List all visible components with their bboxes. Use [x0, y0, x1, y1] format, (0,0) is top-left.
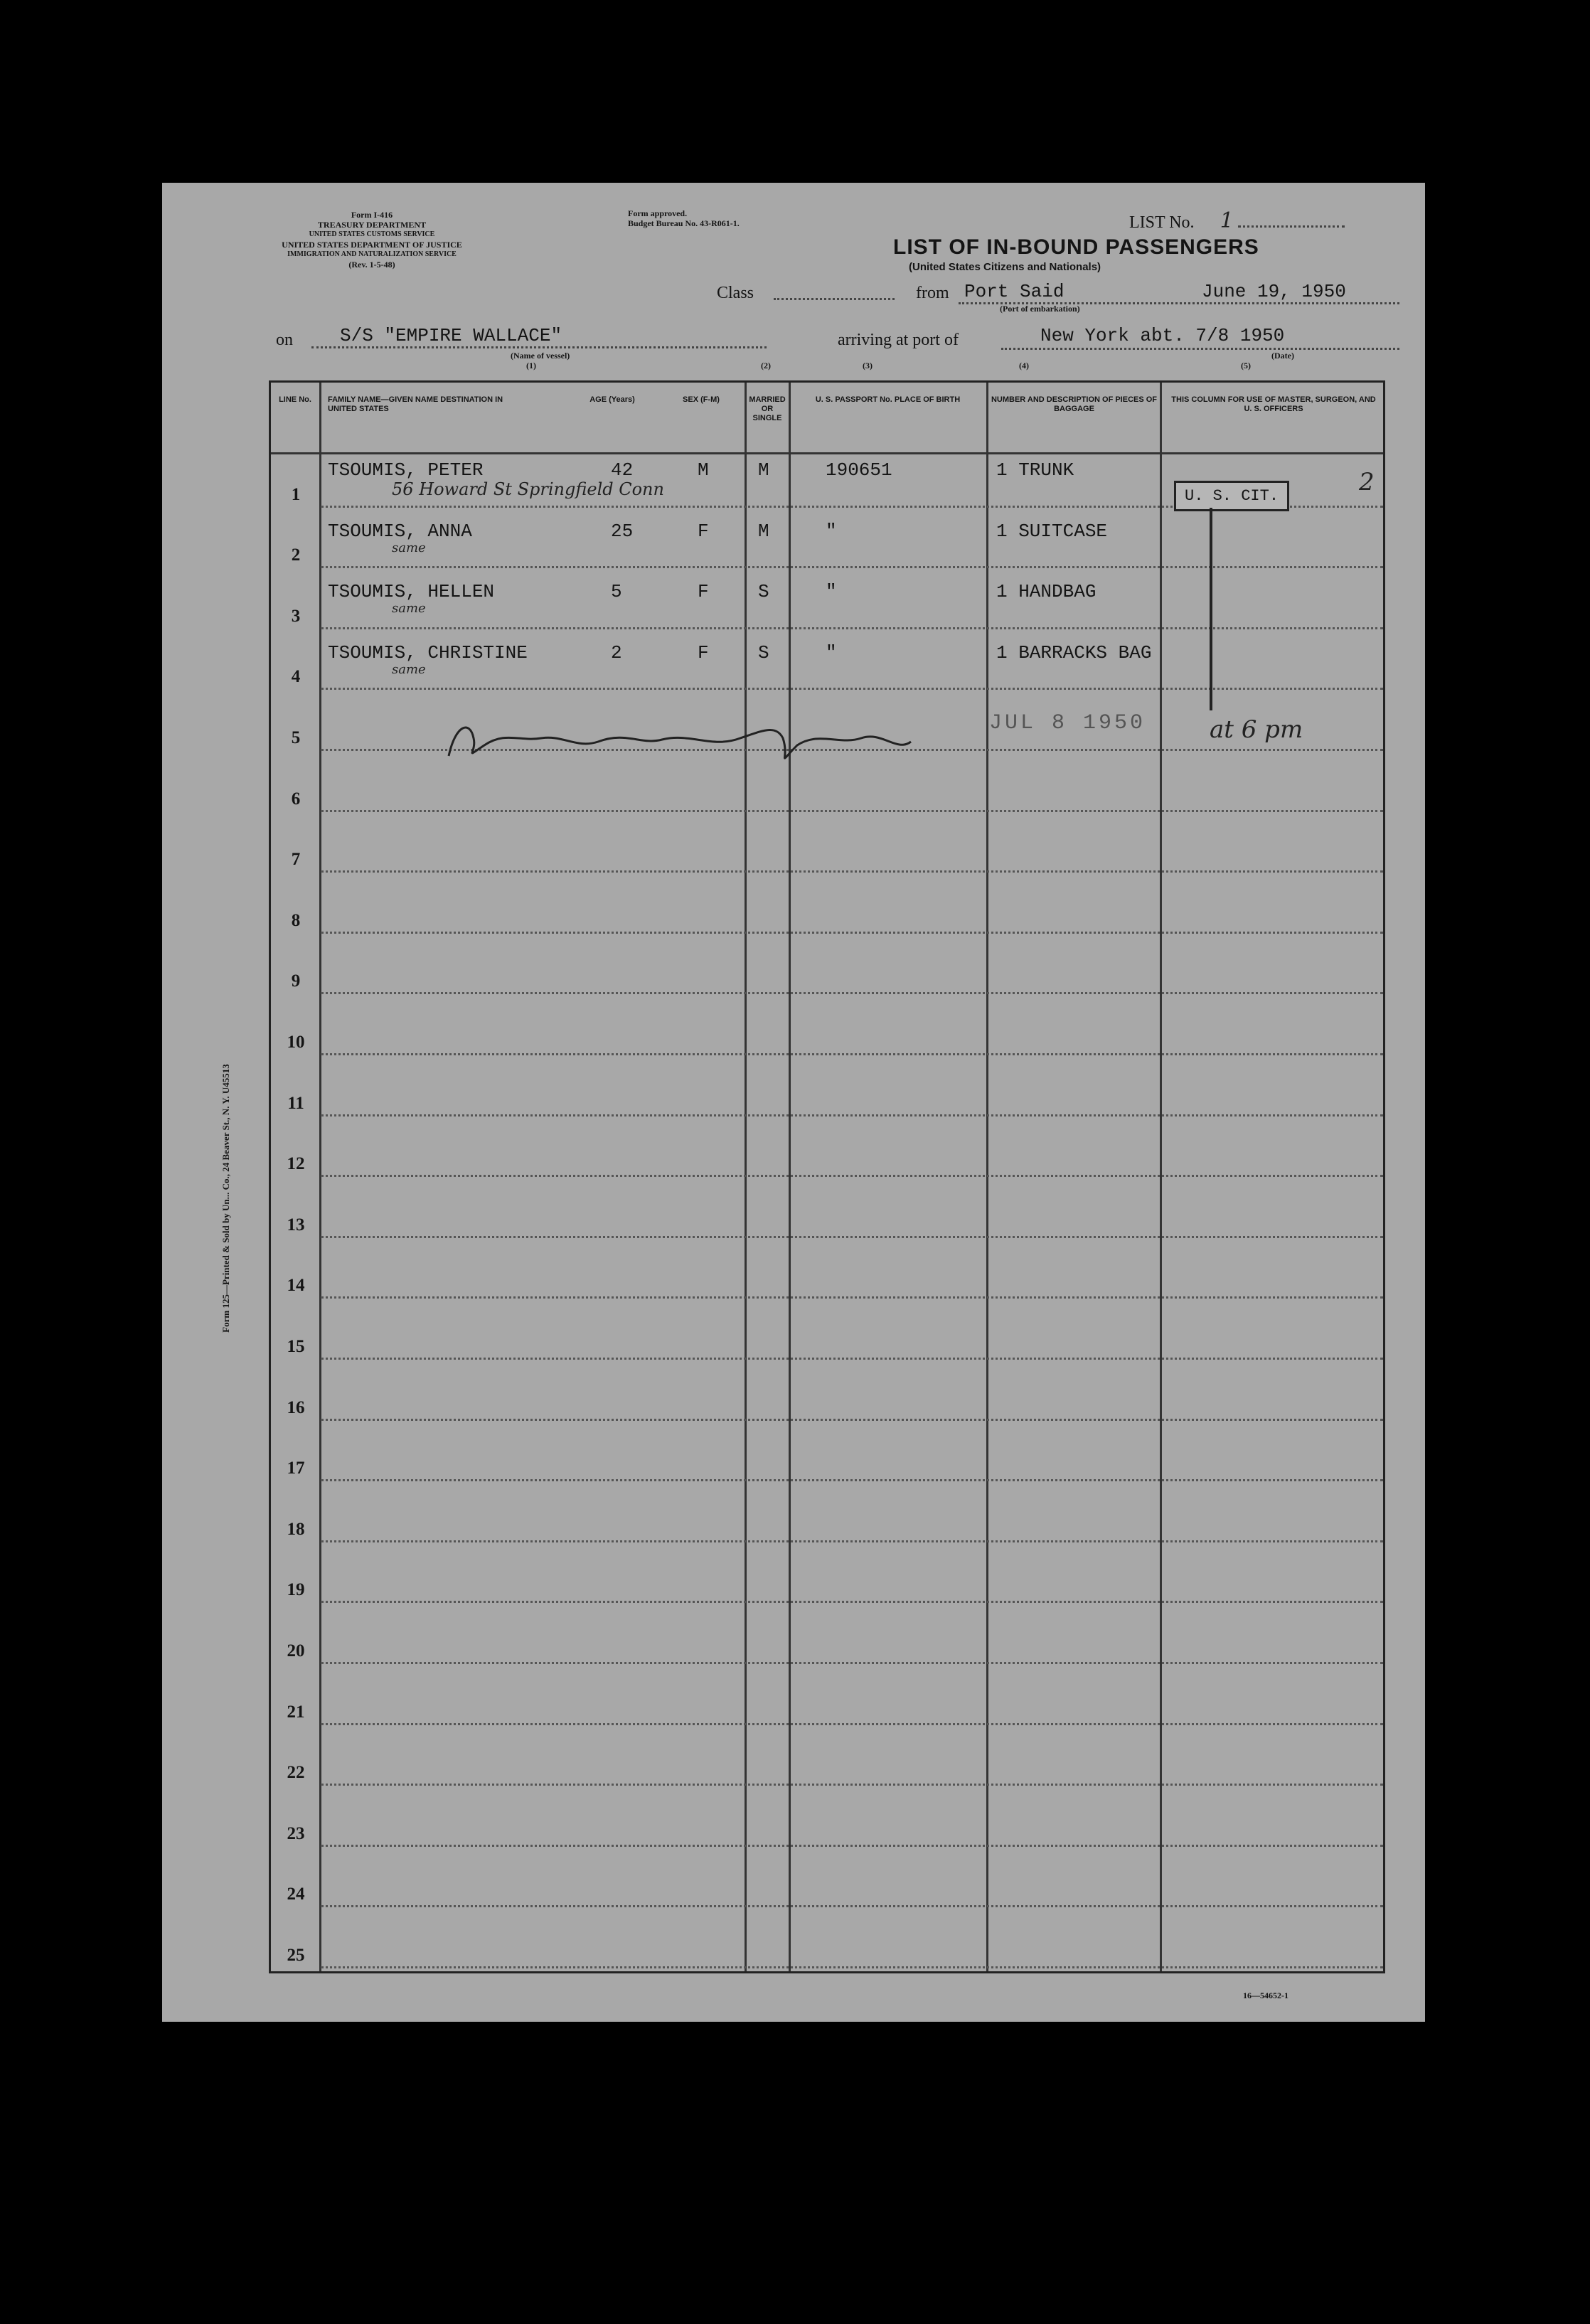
embarkation-date: June 19, 1950 [1202, 281, 1346, 302]
class-dotted-line [774, 298, 895, 300]
col-num-3: (3) [863, 361, 873, 371]
row-dotted-line [321, 810, 1383, 812]
baggage-description: 1 BARRACKS BAG [996, 641, 1152, 663]
table-row [271, 1306, 1383, 1367]
row-dotted-line [321, 1175, 1383, 1177]
passenger-age: 2 [611, 641, 622, 663]
table-row [271, 1732, 1383, 1793]
col-header-baggage: NUMBER AND DESCRIPTION OF PIECES OF BAGGAGE [991, 395, 1158, 413]
on-label: on [276, 331, 293, 349]
line-number: 13 [287, 1215, 305, 1235]
table-row [271, 1488, 1383, 1550]
destination-handwritten: same [392, 540, 426, 555]
table-row [271, 1184, 1383, 1245]
table-row [271, 515, 1383, 576]
footer-code: 16—54652-1 [1243, 1990, 1288, 2000]
destination-handwritten: 56 Howard St Springfield Conn [392, 479, 664, 499]
row-dotted-line [321, 1114, 1383, 1116]
passenger-sex: F [698, 641, 709, 663]
inspector-signature [442, 717, 925, 767]
line-number: 8 [291, 910, 301, 930]
row-dotted-line [321, 627, 1383, 629]
passenger-married: S [758, 641, 769, 663]
handwritten-time: at 6 pm [1210, 715, 1303, 744]
table-row [271, 1428, 1383, 1489]
form-number: Form I-416 [351, 210, 393, 220]
row-dotted-line [321, 566, 1383, 568]
table-row [271, 1854, 1383, 1915]
date-caption: (Date) [1271, 351, 1294, 361]
table-row [271, 1793, 1383, 1854]
col-header-married: MARRIED OR SINGLE [749, 395, 786, 422]
line-number: 11 [287, 1093, 304, 1113]
passenger-married: M [758, 520, 769, 542]
row-dotted-line [321, 1419, 1383, 1421]
line-number: 21 [287, 1702, 305, 1722]
row-dotted-line [321, 1236, 1383, 1238]
line-number: 9 [291, 971, 301, 991]
line-number: 2 [291, 545, 301, 565]
destination-handwritten: same [392, 661, 426, 677]
col-header-officers: THIS COLUMN FOR USE OF MASTER, SURGEON, AND U. S. OFFICERS [1171, 395, 1376, 413]
row-dotted-line [321, 992, 1383, 994]
baggage-description: 1 SUITCASE [996, 520, 1108, 542]
rows-area [271, 454, 1383, 1971]
line-number: 4 [291, 667, 301, 687]
passenger-age: 42 [611, 459, 634, 481]
baggage-description: 1 TRUNK [996, 459, 1074, 481]
col-header-passport: U. S. PASSPORT No. PLACE OF BIRTH [815, 395, 961, 404]
table-row [271, 819, 1383, 880]
table-row [271, 575, 1383, 636]
vessel-caption: (Name of vessel) [511, 351, 570, 361]
table-row [271, 1610, 1383, 1671]
passenger-sex: F [698, 520, 709, 542]
row-dotted-line [321, 1662, 1383, 1664]
approval-block [628, 208, 740, 228]
list-number: 1 [1220, 208, 1234, 233]
row-dotted-line [321, 1296, 1383, 1299]
form-title: LIST OF IN-BOUND PASSENGERS [893, 235, 1259, 259]
passport-number: " [826, 641, 837, 663]
col-header-age: AGE (Years) [589, 395, 635, 404]
row-dotted-line [321, 1723, 1383, 1725]
row-dotted-line [321, 1540, 1383, 1542]
line-number: 15 [287, 1336, 305, 1356]
col-header-sex: SEX (F-M) [683, 395, 720, 404]
passport-number: " [826, 581, 837, 603]
destination-handwritten: same [392, 601, 426, 617]
from-dotted-line [959, 302, 1399, 304]
line-number: 17 [287, 1459, 305, 1478]
passenger-sex: M [698, 459, 709, 481]
class-label: Class [717, 284, 754, 302]
col-num-1: (1) [526, 361, 536, 371]
passport-number: " [826, 520, 837, 542]
line-number: 20 [287, 1641, 305, 1661]
bracket-line [1210, 508, 1212, 710]
form-subtitle: (United States Citizens and Nationals) [909, 261, 1101, 273]
passenger-name: TSOUMIS, PETER [328, 459, 484, 481]
arriving-label: arriving at port of [838, 331, 959, 349]
dept-treasury-sub: UNITED STATES CUSTOMS SERVICE [309, 230, 435, 238]
line-number: 10 [287, 1032, 305, 1052]
list-label: LIST No. [1129, 213, 1195, 232]
line-number: 16 [287, 1397, 305, 1417]
form-approved: Form approved. [628, 208, 688, 218]
line-number: 7 [291, 850, 301, 870]
arrival-dotted-line [1001, 348, 1399, 350]
passenger-age: 5 [611, 581, 622, 603]
passenger-married: M [758, 459, 769, 481]
table-row [271, 636, 1383, 698]
agency-block [276, 210, 468, 270]
revision: (Rev. 1-5-48) [348, 260, 395, 270]
row-dotted-line [321, 1053, 1383, 1055]
vessel-name: S/S "EMPIRE WALLACE" [340, 325, 562, 346]
table-row [271, 1550, 1383, 1611]
col-num-4: (4) [1019, 361, 1029, 371]
table-row [271, 1245, 1383, 1306]
col-header-line: LINE No. [279, 395, 311, 404]
row-dotted-line [321, 1845, 1383, 1847]
side-printer-text: Form 125—Printed & Sold by Un... Co., 24 Beaver St., N. Y. U45513 [220, 1064, 231, 1333]
line-number: 6 [291, 789, 301, 809]
line-number: 25 [287, 1945, 305, 1965]
passport-number: 190651 [826, 459, 892, 481]
row-dotted-line [321, 1358, 1383, 1360]
table-row [271, 1367, 1383, 1428]
arrival-port-date: New York abt. 7/8 1950 [1040, 325, 1285, 346]
passenger-table [269, 380, 1385, 1973]
passenger-sex: F [698, 581, 709, 603]
us-citizen-stamp: U. S. CIT. [1174, 481, 1289, 511]
baggage-description: 1 HANDBAG [996, 581, 1097, 603]
row-dotted-line [321, 870, 1383, 873]
line-number: 23 [287, 1823, 305, 1843]
table-row [271, 1914, 1383, 1976]
line-number: 18 [287, 1519, 305, 1539]
col-num-5: (5) [1241, 361, 1251, 371]
line-number: 24 [287, 1885, 305, 1904]
line-number: 3 [291, 606, 301, 626]
line-number: 19 [287, 1580, 305, 1600]
row-dotted-line [321, 688, 1383, 690]
row-dotted-line [321, 1784, 1383, 1786]
passenger-name: TSOUMIS, CHRISTINE [328, 641, 528, 663]
officer-mark: 2 [1359, 468, 1375, 496]
line-number: 22 [287, 1763, 305, 1783]
row-dotted-line [321, 1601, 1383, 1603]
row-dotted-line [321, 1479, 1383, 1481]
line-number: 12 [287, 1154, 305, 1174]
list-number-field [1129, 208, 1345, 233]
bureau-number: Budget Bureau No. 43-R061-1. [628, 218, 740, 228]
dept-justice-sub: IMMIGRATION AND NATURALIZATION SERVICE [287, 250, 457, 258]
table-row [271, 758, 1383, 819]
date-stamp: JUL 8 1950 [989, 711, 1146, 735]
passenger-name: TSOUMIS, ANNA [328, 520, 472, 542]
table-row [271, 1124, 1383, 1185]
row-dotted-line [321, 932, 1383, 934]
passenger-married: S [758, 581, 769, 603]
table-row [271, 941, 1383, 1002]
table-row [271, 880, 1383, 941]
table-row [271, 1671, 1383, 1732]
dept-treasury: TREASURY DEPARTMENT [317, 220, 427, 230]
row-dotted-line [321, 1905, 1383, 1907]
from-label: from [916, 284, 949, 302]
line-number: 5 [291, 727, 301, 747]
table-row [271, 1001, 1383, 1062]
passenger-age: 25 [611, 520, 634, 542]
col-header-name: FAMILY NAME—GIVEN NAME DESTINATION IN UNITED STATES [328, 395, 503, 413]
passenger-name: TSOUMIS, HELLEN [328, 581, 495, 603]
manifest-sheet [162, 183, 1425, 2022]
dept-justice: UNITED STATES DEPARTMENT OF JUSTICE [282, 240, 462, 250]
embarkation-caption: (Port of embarkation) [1000, 304, 1080, 314]
col-num-2: (2) [761, 361, 771, 371]
table-row [271, 1062, 1383, 1124]
embarkation-port: Port Said [964, 281, 1065, 302]
line-number: 1 [291, 484, 301, 504]
line-number: 14 [287, 1276, 305, 1296]
row-dotted-line [321, 1966, 1383, 1968]
vessel-dotted-line [311, 346, 767, 348]
